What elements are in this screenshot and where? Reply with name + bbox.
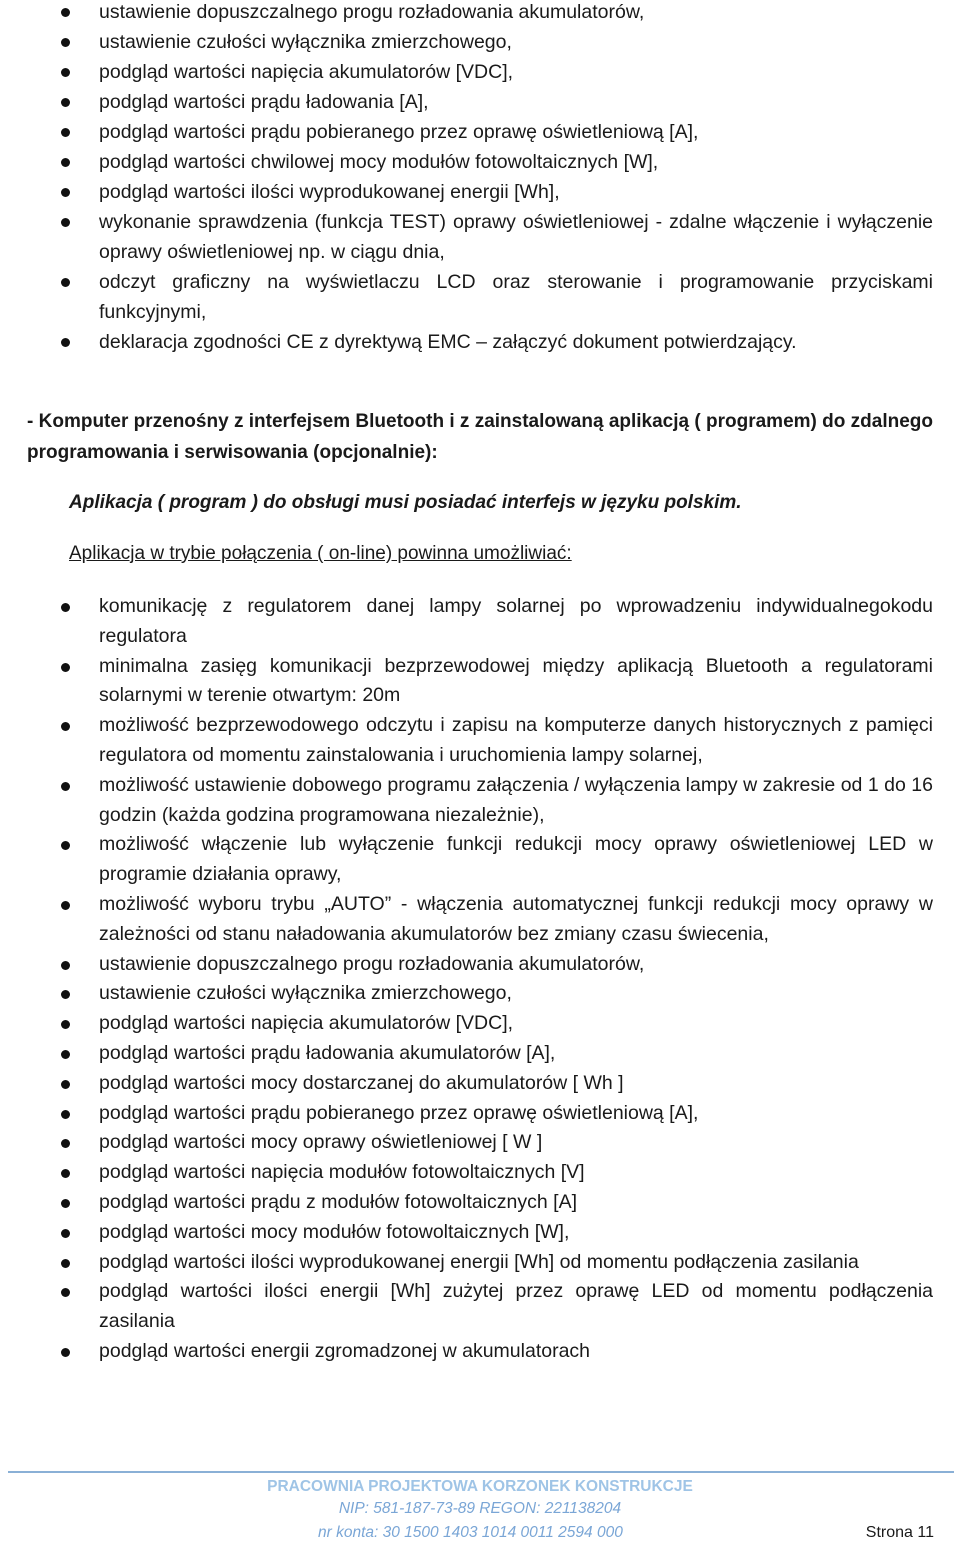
list-item-text: odczyt graficzny na wyświetlaczu LCD oraz sterowanie i programowanie przyciskami funkcyjnymi, — [99, 271, 933, 323]
list-item-text: ustawienie dopuszczalnego progu rozładowania akumulatorów, — [99, 1, 645, 23]
bullet-icon — [61, 841, 70, 850]
bullet-icon — [61, 1259, 70, 1268]
list-item-text: możliwość wyboru trybu „AUTO” - włączenia automatycznej funkcji redukcji mocy oprawy w zależności od stanu naładowania akumulatorów bez zmiany czasu świecenia, — [99, 892, 933, 945]
list-item-text: podgląd wartości ilości wyprodukowanej energii [Wh] od momentu podłączenia zasilania — [99, 1250, 859, 1273]
list-item-text: możliwość ustawienie dobowego programu załączenia / wyłączenia lampy w zakresie od 1 do 16 godzin (każda godzina programowana niezależnie), — [99, 773, 933, 826]
list-item-text: podgląd wartości prądu ładowania akumulatorów [A], — [99, 1041, 556, 1064]
list-item-text: podgląd wartości napięcia akumulatorów [VDC], — [99, 1012, 514, 1035]
list-item-text: podgląd wartości energii zgromadzonej w akumulatorach — [99, 1339, 591, 1362]
list-item — [0, 177, 960, 207]
list-item-text: podgląd wartości mocy modułów fotowoltaicznych [W], — [99, 1220, 570, 1243]
bullet-icon — [61, 722, 70, 731]
bullet-icon — [61, 901, 70, 910]
bullet-icon — [61, 188, 70, 197]
list-item — [0, 1009, 960, 1039]
bullet-icon — [61, 158, 70, 167]
list-item-text: podgląd wartości prądu z modułów fotowoltaicznych [A] — [99, 1190, 577, 1213]
list-item-text: komunikację z regulatorem danej lampy solarnej po wprowadzeniu indywidualnegokodu regulatora — [99, 595, 933, 647]
list-item — [0, 0, 960, 27]
bullet-icon — [61, 1020, 70, 1029]
bullet-icon — [61, 1139, 70, 1148]
page-number: Strona 11 — [865, 1524, 934, 1541]
list-item-text: podgląd wartości ilości wyprodukowanej energii [Wh], — [99, 181, 560, 203]
bullet-icon — [61, 38, 70, 47]
list-item — [0, 890, 960, 950]
bullet-icon — [61, 1288, 70, 1297]
list-item-text: podgląd wartości prądu pobieranego przez oprawę oświetleniową [A], — [99, 1101, 699, 1124]
bullet-icon — [61, 1229, 70, 1238]
list-item — [0, 1039, 960, 1069]
list-item-text: możliwość bezprzewodowego odczytu i zapisu na komputerze danych historycznych z pamięci regulatora od momentu zainstalowania i uruchomienia lampy solarnej, — [99, 714, 933, 766]
bullet-icon — [61, 98, 70, 107]
list-item — [0, 711, 960, 771]
online-subheading: Aplikacja w trybie połączenia ( on-line) powinna umożliwiać: — [69, 543, 572, 564]
bullet-icon — [61, 128, 70, 137]
bullet-icon — [61, 1348, 70, 1357]
list-item — [0, 1337, 960, 1367]
list-item-text: ustawienie czułości wyłącznika zmierzchowego, — [99, 982, 512, 1005]
list-item-text: podgląd wartości napięcia modułów fotowoltaicznych [V] — [99, 1161, 585, 1184]
list-item — [0, 1277, 960, 1337]
online-feature-list — [0, 592, 960, 1367]
list-item — [0, 1188, 960, 1218]
list-item — [0, 592, 960, 652]
list-item — [0, 979, 960, 1009]
bullet-icon — [61, 68, 70, 77]
language-requirement: Aplikacja ( program ) do obsługi musi posiadać interfejs w języku polskim. — [69, 492, 742, 513]
bullet-icon — [61, 782, 70, 791]
bullet-icon — [61, 1199, 70, 1208]
list-item — [0, 267, 960, 327]
section-heading: - Komputer przenośny z interfejsem Bluetooth i z zainstalowaną aplikacją ( programem) do zdalnego programowania i serwisowania (opcjonalnie): — [27, 411, 933, 463]
bullet-icon — [61, 1050, 70, 1059]
list-item — [0, 1128, 960, 1158]
list-item — [0, 1248, 960, 1278]
bullet-icon — [61, 1110, 70, 1119]
footer-divider — [8, 1471, 954, 1473]
list-item — [0, 1158, 960, 1188]
list-item-text: minimalna zasięg komunikacji bezprzewodowej między aplikacją Bluetooth a regulatorami solarnymi w terenie otwartym: 20m — [99, 654, 933, 707]
list-item — [0, 327, 960, 357]
list-item-text: ustawienie dopuszczalnego progu rozładowania akumulatorów, — [99, 952, 645, 975]
list-item — [0, 950, 960, 980]
bullet-icon — [61, 1080, 70, 1089]
list-item — [0, 87, 960, 117]
list-item-text: deklaracja zgodności CE z dyrektywą EMC – załączyć dokument potwierdzający. — [99, 331, 797, 353]
bullet-icon — [61, 663, 70, 672]
bullet-icon — [61, 218, 70, 227]
bullet-icon — [61, 990, 70, 999]
list-item — [0, 207, 960, 267]
bullet-icon — [61, 1169, 70, 1178]
list-item-text: wykonanie sprawdzenia (funkcja TEST) oprawy oświetleniowej - zdalne włączenie i wyłączenie oprawy oświetleniowej np. w ciągu dnia, — [99, 211, 933, 263]
list-item — [0, 27, 960, 57]
list-item — [0, 147, 960, 177]
list-item-text: podgląd wartości prądu ładowania [A], — [99, 91, 429, 113]
bullet-icon — [61, 603, 70, 612]
list-item — [0, 1069, 960, 1099]
list-item-text: podgląd wartości prądu pobieranego przez oprawę oświetleniową [A], — [99, 121, 699, 143]
list-item-text: podgląd wartości chwilowej mocy modułów fotowoltaicznych [W], — [99, 151, 659, 173]
list-item-text: możliwość włączenie lub wyłączenie funkcji redukcji mocy oprawy oświetleniowej LED w programie działania oprawy, — [99, 833, 933, 886]
list-item-text: podgląd wartości mocy dostarczanej do akumulatorów [ Wh ] — [99, 1071, 624, 1094]
bullet-icon — [61, 338, 70, 347]
bullet-icon — [61, 961, 70, 970]
list-item — [0, 1218, 960, 1248]
bullet-icon — [61, 8, 70, 17]
footer-ids: NIP: 581-187-73-89 REGON: 221138204 — [338, 1500, 622, 1517]
list-item — [0, 652, 960, 712]
list-item — [0, 771, 960, 831]
bullet-icon — [61, 278, 70, 287]
list-item — [0, 117, 960, 147]
list-item — [0, 830, 960, 890]
list-item-text: podgląd wartości mocy oprawy oświetleniowej [ W ] — [99, 1131, 543, 1154]
list-item — [0, 57, 960, 87]
footer-account: nr konta: 30 1500 1403 1014 0011 2594 000 — [318, 1524, 623, 1541]
list-item — [0, 1099, 960, 1129]
list-item-text: podgląd wartości ilości energii [Wh] zużytej przez oprawę LED od momentu podłączenia zasilania — [99, 1280, 933, 1333]
list-item-text: podgląd wartości napięcia akumulatorów [VDC], — [99, 61, 514, 83]
feature-list-top — [0, 0, 960, 357]
list-item-text: ustawienie czułości wyłącznika zmierzchowego, — [99, 31, 512, 53]
footer-company: PRACOWNIA PROJEKTOWA KORZONEK KONSTRUKCJE — [267, 1478, 693, 1495]
